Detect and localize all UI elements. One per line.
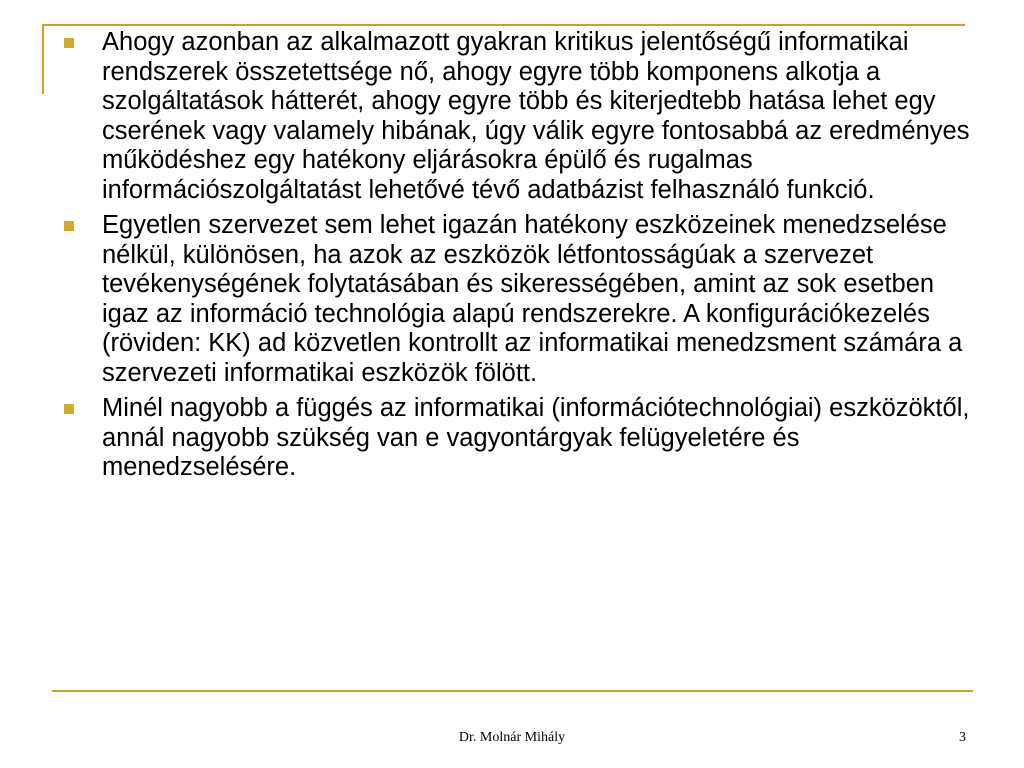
bottom-divider-line xyxy=(52,690,973,692)
square-bullet-icon xyxy=(64,404,74,414)
bullet-text: Ahogy azonban az alkalmazott gyakran kritikus jelentőségű informatikai rendszerek összetettsége nő, ahogy egyre több komponens alkotja a szolgáltatások hátterét, ahogy egyre több és kiterjedtebb hatása lehet egy cserének vagy valamely hibának, úgy válik egyre fontosabbá az eredményes működéshez egy hatékony eljárásokra épülő és rugalmas információszolgáltatást lehetővé tévő adatbázist felhasználó funkció. xyxy=(102,28,970,204)
left-accent-line xyxy=(42,24,44,94)
top-divider-line xyxy=(42,24,965,26)
bullet-list xyxy=(64,28,974,489)
footer-author: Dr. Molnár Mihály xyxy=(458,730,566,745)
bullet-item xyxy=(64,211,974,388)
bullet-text: Egyetlen szervezet sem lehet igazán hatékony eszközeinek menedzselése nélkül, különösen, ha azok az eszközök létfontosságúak a szervezet tevékenységének folytatásában és sikerességében, amint az sok esetben igaz az információ technológia alapú rendszerekre. A konfigurációkezelés (röviden: KK) ad közvetlen kontrollt az informatikai menedzsment számára a szervezeti informatikai eszközök fölött. xyxy=(102,211,963,387)
square-bullet-icon xyxy=(64,38,74,48)
bullet-item xyxy=(64,28,974,205)
bullet-text: Minél nagyobb a függés az informatikai (információtechnológiai) eszközöktől, annál nagyobb szükség van e vagyontárgyak felügyeletére és menedzselésére. xyxy=(102,394,970,481)
square-bullet-icon xyxy=(64,221,74,231)
bullet-item xyxy=(64,394,974,483)
page-number: 3 xyxy=(959,730,966,745)
